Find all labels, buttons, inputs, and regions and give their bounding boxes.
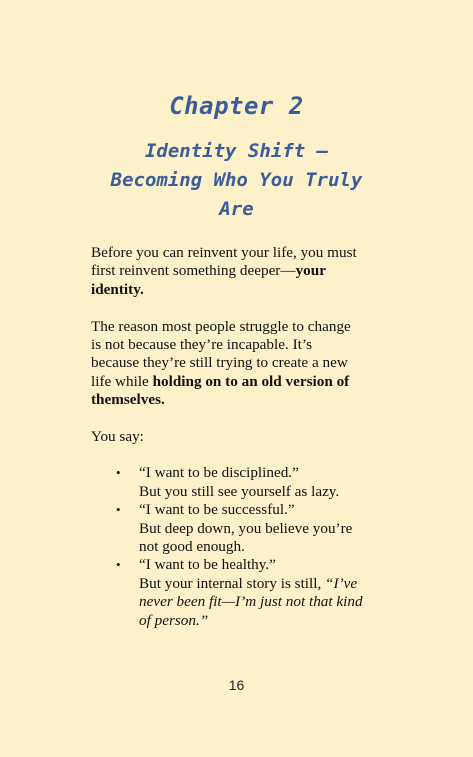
bullet-marker: • xyxy=(116,557,121,573)
paragraph-3 xyxy=(91,428,391,446)
list-item xyxy=(91,464,391,501)
chapter-title-line-1: Identity Shift – xyxy=(144,140,329,162)
paragraph-2 xyxy=(91,318,391,410)
paragraph-2-line-3: because they’re still trying to create a new xyxy=(91,354,348,372)
paragraph-1 xyxy=(91,244,391,299)
paragraph-1-line-3: identity. xyxy=(91,280,144,298)
paragraph-2-line-4-text: life while xyxy=(91,372,153,390)
paragraph-1-line-1: Before you can reinvent your life, you must xyxy=(91,244,357,261)
list-item xyxy=(91,556,391,630)
bullet-line: not good enough. xyxy=(139,538,245,556)
list-item xyxy=(91,501,391,556)
bullet-quote: “I want to be disciplined.” xyxy=(139,464,299,482)
chapter-title-line-3: Are xyxy=(219,198,254,220)
page-number: 16 xyxy=(228,677,245,693)
bullet-italic-line: of person.” xyxy=(139,611,209,629)
bullet-list xyxy=(91,464,391,630)
bullet-italic-quote: “I’ve xyxy=(325,574,358,592)
paragraph-2-line-1: The reason most people struggle to change xyxy=(91,317,351,335)
chapter-title xyxy=(60,137,413,224)
bullet-line-text: But your internal story is still, xyxy=(139,574,326,592)
paragraph-2-line-2: is not because they’re incapable. It’s xyxy=(91,336,312,354)
bullet-line xyxy=(139,575,391,593)
bullet-line: But you still see yourself as lazy. xyxy=(139,482,340,500)
paragraph-1-line-2 xyxy=(91,262,391,280)
bullet-quote: “I want to be healthy.” xyxy=(139,556,276,574)
bullet-marker: • xyxy=(116,465,121,481)
bullet-marker: • xyxy=(116,502,121,518)
bullet-quote: “I want to be successful.” xyxy=(139,501,295,519)
chapter-title-line-2: Becoming Who You Truly xyxy=(110,169,363,191)
bullet-italic-line: never been fit—I’m just not that kind xyxy=(139,593,363,611)
chapter-heading: Chapter 2 xyxy=(169,92,304,120)
bullet-line: But deep down, you believe you’re xyxy=(139,519,353,537)
paragraph-1-emphasis: your xyxy=(295,262,326,280)
paragraph-2-emphasis: holding on to an old version of xyxy=(152,372,350,390)
paragraph-1-line-2-text: first reinvent something deeper— xyxy=(91,262,296,280)
body-text xyxy=(91,244,391,630)
paragraph-2-line-4 xyxy=(91,373,391,391)
paragraph-3-line-1: You say: xyxy=(91,428,144,446)
paragraph-2-line-5: themselves. xyxy=(91,391,165,409)
